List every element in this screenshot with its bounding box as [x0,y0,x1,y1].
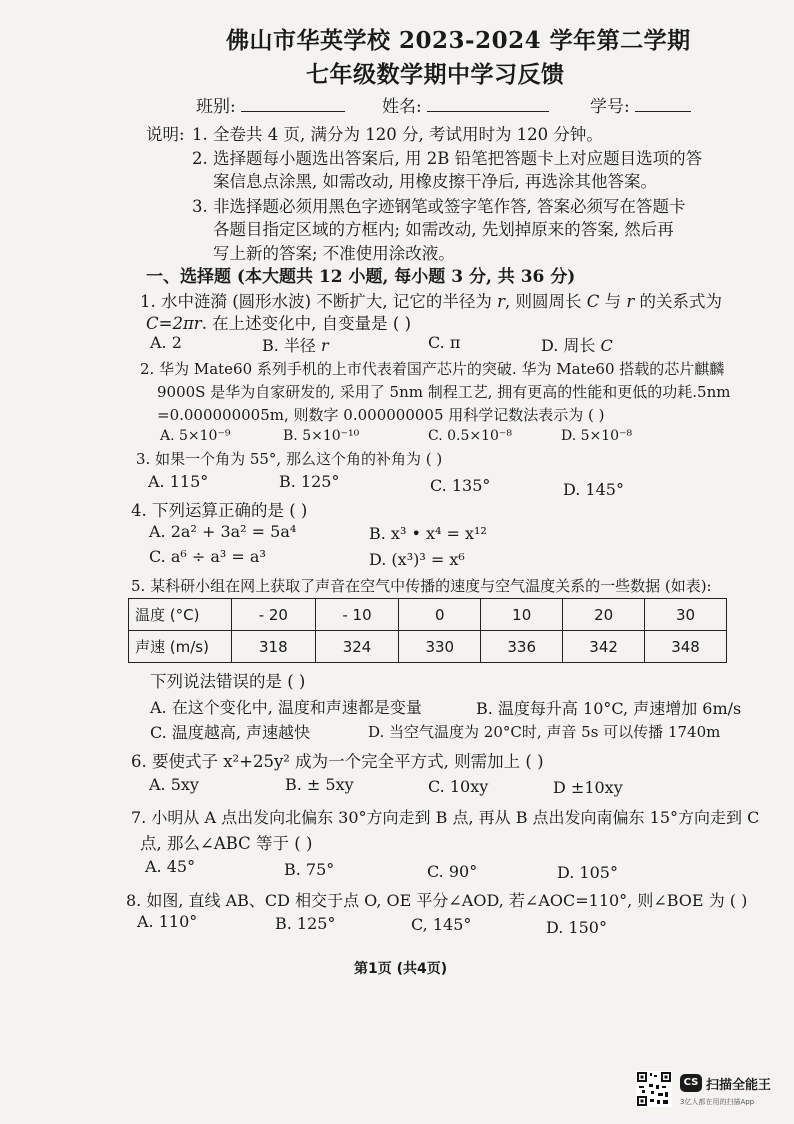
table-row-speed [129,631,727,663]
table-cell: 30 [645,599,727,631]
scanner-app-tagline: 3亿人都在用的扫描App [680,1098,755,1106]
instruction-line: 各题目指定区域的方框内; 如需改动, 先划掉原来的答案, 然后再 [213,220,674,239]
q4-option-d[interactable]: D. (x³)³ = x⁶ [369,550,465,569]
q6-option-a[interactable]: A. 5xy [149,775,199,794]
name-blank [427,95,549,112]
question-8-stem: 8. 如图, 直线 AB、CD 相交于点 O, OE 平分∠AOD, 若∠AOC=110°, 则∠BOE 为 ( ) [126,891,748,910]
question-1-stem-2: C=2πr. 在上述变化中, 自变量是 ( ) [146,314,412,333]
table-cell: 324 [315,631,399,663]
table-cell: - 10 [315,599,399,631]
question-7-stem-2: 点, 那么∠ABC 等于 ( ) [140,834,313,853]
exam-title-line2: 七年级数学期中学习反馈 [306,61,565,88]
section-heading: 一、选择题 (本大题共 12 小题, 每小题 3 分, 共 36 分) [146,267,576,287]
scanner-app-name: 扫描全能王 [706,1078,772,1093]
q6-option-c[interactable]: C. 10xy [428,777,489,796]
q7-option-b[interactable]: B. 75° [284,860,335,879]
table-cell: 336 [481,631,563,663]
table-cell: - 20 [232,599,316,631]
q1-option-c[interactable]: C. π [428,333,461,352]
question-4-stem: 4. 下列运算正确的是 ( ) [131,501,308,520]
instructions-label: 说明: [146,125,185,144]
q2-option-a[interactable]: A. 5×10⁻⁹ [160,428,231,444]
q7-option-d[interactable]: D. 105° [557,863,618,882]
q8-option-a[interactable]: A. 110° [137,912,198,931]
instruction-line: 1. 全卷共 4 页, 满分为 120 分, 考试用时为 120 分钟。 [192,125,603,144]
question-6-stem: 6. 要使式子 x²+25y² 成为一个完全平方式, 则需加上 ( ) [131,752,544,771]
table-cell: 318 [232,631,316,663]
q5-option-b[interactable]: B. 温度每升高 10°C, 声速增加 6m/s [476,699,742,718]
student-id-label: 学号: [590,97,630,117]
q1-option-b[interactable]: B. 半径 r [262,336,329,355]
q6-option-b[interactable]: B. ± 5xy [285,775,354,794]
question-5-prompt: 下列说法错误的是 ( ) [150,672,306,691]
scanner-logo-icon: CS [680,1074,702,1092]
speed-temperature-table [128,598,727,663]
q3-option-c[interactable]: C. 135° [430,476,491,495]
q3-option-b[interactable]: B. 125° [279,472,340,491]
q8-option-c[interactable]: C, 145° [411,915,472,934]
table-cell: 342 [563,631,645,663]
table-cell: 10 [481,599,563,631]
student-id-blank [635,95,691,112]
student-id-field [590,92,691,117]
class-label: 班别: [196,97,236,117]
table-row-temperature [129,599,727,631]
q5-option-c[interactable]: C. 温度越高, 声速越快 [150,723,311,742]
q5-option-a[interactable]: A. 在这个变化中, 温度和声速都是变量 [150,698,422,717]
question-2-stem: 2. 华为 Mate60 系列手机的上市代表着国产芯片的突破. 华为 Mate60 搭载的芯片麒麟 [140,360,725,378]
table-cell: 20 [563,599,645,631]
table-cell: 0 [399,599,481,631]
q7-option-c[interactable]: C. 90° [427,862,478,881]
question-2-stem-2: 9000S 是华为自家研发的, 采用了 5nm 制程工艺, 拥有更高的性能和更低的功耗.5nm [157,383,731,401]
q3-option-d[interactable]: D. 145° [563,480,624,499]
q4-option-b[interactable]: B. x³ • x⁴ = x¹² [369,524,487,543]
exam-title-line1: 佛山市华英学校 2023-2024 学年第二学期 [226,27,691,54]
table-row-label: 温度 (°C) [129,599,232,631]
class-field [196,92,345,117]
q8-option-b[interactable]: B. 125° [275,914,336,933]
q2-option-c[interactable]: C. 0.5×10⁻⁸ [428,428,512,444]
q7-option-a[interactable]: A. 45° [145,857,196,876]
question-7-stem: 7. 小明从 A 点出发向北偏东 30°方向走到 B 点, 再从 B 点出发向南偏东 15°方向走到 C [131,808,760,827]
instruction-line: 写上新的答案; 不准使用涂改液。 [213,244,455,263]
q4-option-c[interactable]: C. a⁶ ÷ a³ = a³ [149,547,266,566]
table-cell: 330 [399,631,481,663]
question-3-stem: 3. 如果一个角为 55°, 那么这个角的补角为 ( ) [136,450,443,468]
name-field [382,92,549,117]
class-blank [241,95,345,112]
table-row-label: 声速 (m/s) [129,631,232,663]
instruction-line: 案信息点涂黑, 如需改动, 用橡皮擦干净后, 再选涂其他答案。 [213,172,657,191]
question-5-stem: 5. 某科研小组在网上获取了声音在空气中传播的速度与空气温度关系的一些数据 (如表): [131,577,712,595]
qr-code-icon [636,1071,672,1107]
table-cell: 348 [645,631,727,663]
question-2-stem-3: =0.000000005m, 则数字 0.000000005 用科学记数法表示为 ( ) [157,406,605,424]
q8-option-d[interactable]: D. 150° [546,918,607,937]
page-number: 第1页 (共4页) [354,961,448,977]
q5-option-d[interactable]: D. 当空气温度为 20°C时, 声音 5s 可以传播 1740m [368,723,721,741]
q1-option-a[interactable]: A. 2 [150,333,182,352]
q3-option-a[interactable]: A. 115° [148,472,209,491]
name-label: 姓名: [382,97,422,117]
instruction-line: 3. 非选择题必须用黑色字迹钢笔或签字笔作答, 答案必须写在答题卡 [192,197,686,216]
question-1-stem: 1. 水中涟漪 (圆形水波) 不断扩大, 记它的半径为 r, 则圆周长 C 与 r 的关系式为 [140,292,722,311]
q1-option-d[interactable]: D. 周长 C [541,336,613,355]
q2-option-d[interactable]: D. 5×10⁻⁸ [561,428,633,444]
q2-option-b[interactable]: B. 5×10⁻¹⁰ [283,428,360,444]
instruction-line: 2. 选择题每小题选出答案后, 用 2B 铅笔把答题卡上对应题目选项的答 [192,149,703,168]
q4-option-a[interactable]: A. 2a² + 3a² = 5a⁴ [149,522,297,541]
q6-option-d[interactable]: D ±10xy [553,778,623,797]
